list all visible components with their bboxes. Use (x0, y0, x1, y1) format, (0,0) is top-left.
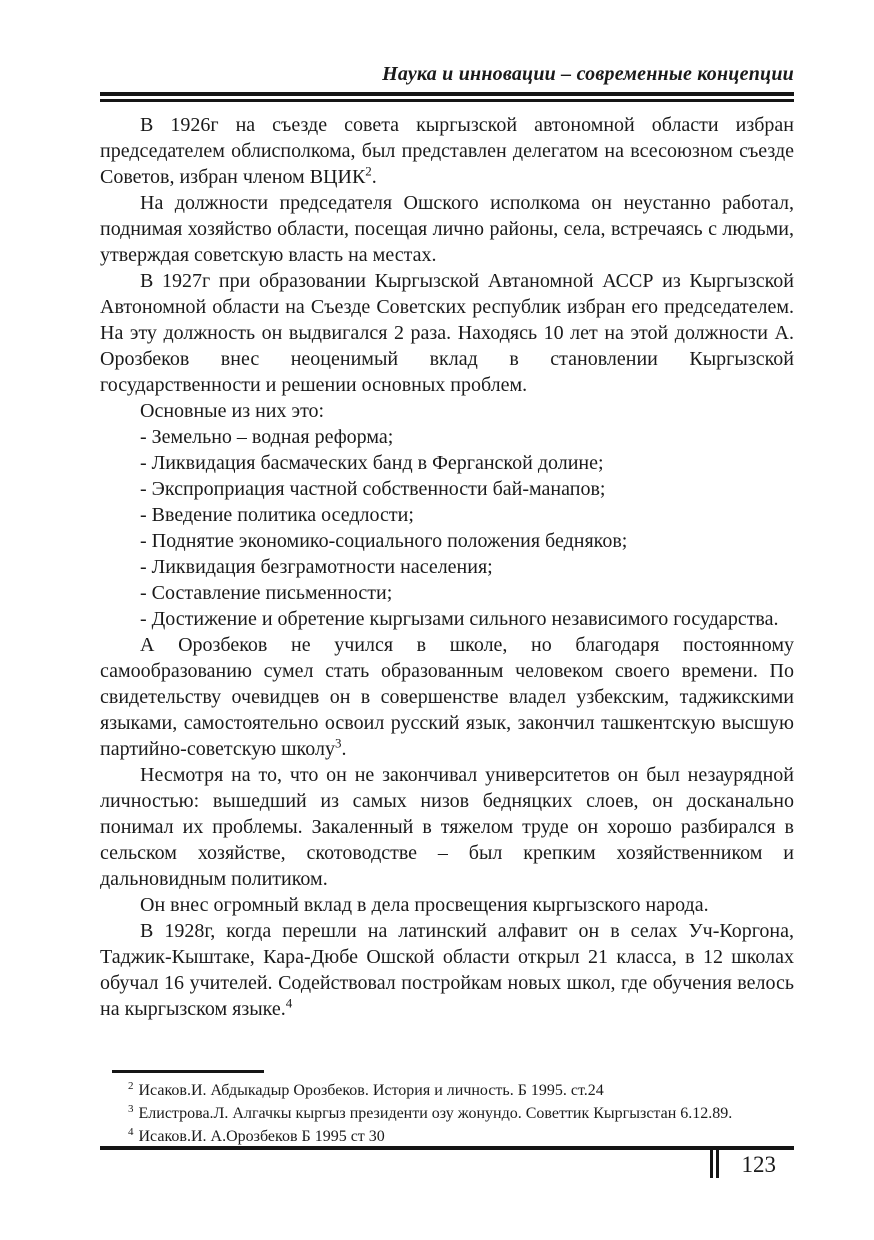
list-item: - Поднятие экономико-социального положения бедняков; (140, 530, 628, 552)
list-item: - Ликвидация басмаческих банд в Ферганской долине; (140, 452, 604, 474)
list-item: - Земельно – водная реформа; (140, 426, 394, 448)
paragraph (100, 918, 794, 1022)
paragraph-text: . (371, 166, 377, 188)
footnote-text: Елистрова.Л. Алгачкы кыргыз президенти озу жонундо. Советтик Кыргызстан 6.12.89. (138, 1105, 733, 1122)
footnote-marker: 4 (128, 1125, 134, 1138)
list-item: - Достижение и обретение кыргызами сильного независимого государства. (140, 608, 779, 630)
list-item: - Ликвидация безграмотности населения; (140, 556, 493, 578)
paragraph-text: А Орозбеков не учился в школе, но благодаря постоянному самообразованию сумел стать образованным человеком своего времени. По свидетельству очевидцев он в совершенстве владел узбекским, таджикскими языками, самостоятельно освоил русский язык, закончил ташкентскую высшую партийно-советскую школу (100, 634, 794, 760)
footnote-separator-rule (112, 1070, 264, 1073)
page-number-divider (710, 1150, 719, 1178)
paragraph: Он внес огромный вклад в дела просвещения кыргызского народа. (140, 894, 709, 916)
footnote-text: Исаков.И. Абдыкадыр Орозбеков. История и личность. Б 1995. ст.24 (138, 1082, 604, 1099)
paragraph: Основные из них это: (140, 400, 325, 422)
footnotes-section (100, 1070, 794, 1148)
paragraph (100, 112, 794, 190)
paragraph: В 1927г при образовании Кыргызской Автаномной АССР из Кыргызской Автономной области на Съезде Советских республик избран его председателем. На эту должность он выдвигался 2 раза. Находясь 10 лет на этой должности А. Орозбеков внес неоценимый вклад в становлении Кыргызской государственности и решении основных проблем. (100, 270, 794, 396)
footnote-text: Исаков.И. А.Орозбеков Б 1995 ст 30 (138, 1128, 385, 1145)
paragraph-text: В 1928г, когда перешли на латинский алфавит он в селах Уч-Коргона, Таджик-Кыштаке, Кара-Дюбе Ошской области открыл 21 класса, в 12 школах обучал 16 учителей. Содействовал постройкам новых школ, где обучения велось на кыргызском языке. (100, 920, 794, 1020)
footnote-marker: 3 (128, 1102, 134, 1115)
paragraph-text: В 1926г на съезде совета кыргызской автономной области избран председателем облисполкома, был представлен делегатом на всесоюзном съезде Советов, избран членом ВЦИК (100, 114, 794, 188)
body-text (100, 112, 794, 1022)
paragraph: Несмотря на то, что он не закончивал университетов он был незаурядной личностью: вышедший из самых низов бедняцких слоев, он досканально понимал их проблемы. Закаленный в тяжелом труде он хорошо разбирался в сельском хозяйстве, скотоводстве – был крепким хозяйственником и дальновидным политиком. (100, 764, 794, 890)
footnote-reference-4: 4 (285, 995, 293, 1011)
footnote-reference-2: 2 (365, 163, 372, 179)
footnote (100, 1125, 794, 1148)
text-column (100, 62, 794, 1022)
footnote-reference-3: 3 (334, 735, 342, 751)
page-number: 123 (741, 1152, 776, 1177)
list-item: - Экспроприация частной собственности бай-манапов; (140, 478, 606, 500)
footnote (100, 1102, 794, 1125)
paragraph-text: . (341, 738, 347, 760)
header-double-rule (100, 92, 794, 102)
footnote-marker: 2 (128, 1079, 134, 1092)
running-head-title: Наука и инновации – современные концепции (382, 63, 794, 85)
paragraph: На должности председателя Ошского исполкома он неустанно работал, поднимая хозяйство области, посещая лично районы, села, встречаясь с людьми, утверждая советскую власть на местах. (100, 192, 794, 266)
list-item: - Составление письменности; (140, 582, 393, 604)
list-item: - Введение политика оседлости; (140, 504, 414, 526)
footnote (100, 1079, 794, 1102)
paragraph (100, 632, 794, 762)
footer (100, 1150, 794, 1184)
